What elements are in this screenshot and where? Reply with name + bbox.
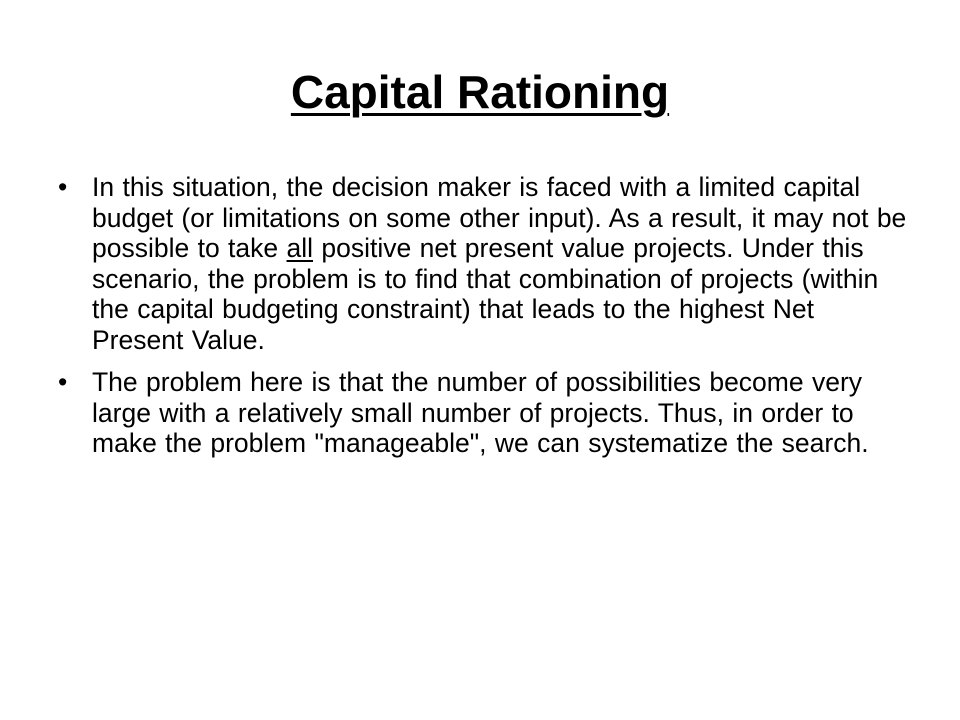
- bullet-item-capital-budget: [58, 172, 910, 355]
- bullet-list: [58, 172, 910, 471]
- bullet-text-part: In this situation, the decision maker is faced with a limited capital budget (or limitations on some other input). As a result, it may not be possible to take: [92, 172, 907, 263]
- bullet-text-part: positive net present value projects. Under this scenario, the problem is to find that combination of projects (within the capital budgeting constraint) that leads to the highest Net Present Value.: [92, 233, 879, 355]
- bullet-icon: •: [58, 172, 68, 202]
- bullet-icon: •: [58, 367, 68, 397]
- bullet-item-possibilities: [58, 367, 910, 459]
- bullet-text: The problem here is that the number of possibilities become very large with a relatively small number of projects. Thus, in order to make the problem "manageable", we can systematize the search.: [92, 367, 869, 458]
- emphasized-word: all: [286, 233, 314, 263]
- slide-title: Capital Rationing: [290, 66, 670, 118]
